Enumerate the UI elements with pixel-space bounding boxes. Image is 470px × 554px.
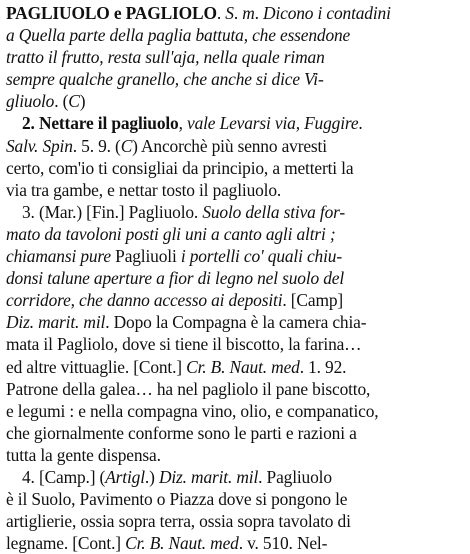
text-run: , xyxy=(178,113,188,134)
text-run: legname. [Cont.] xyxy=(6,533,126,554)
italic-text: C xyxy=(68,91,80,112)
italic-text: S xyxy=(225,3,234,23)
text-run: . xyxy=(216,3,226,23)
text-run: Pagliuoli xyxy=(115,246,181,267)
italic-text: Diz. marit. mil xyxy=(6,312,106,333)
text-run: tutta la gente dispensa. xyxy=(6,444,161,465)
text-line xyxy=(6,179,464,201)
text-line xyxy=(6,488,464,510)
text-run: è il Suolo, Pavimento o Piazza dove si pongono le xyxy=(6,489,348,510)
text-run: . xyxy=(254,3,264,23)
text-run: . 5. 9. ( xyxy=(72,135,121,156)
text-run: . v. 510. Nel- xyxy=(238,533,328,554)
italic-text: vale Levarsi via, Fuggire xyxy=(187,113,359,134)
text-line xyxy=(6,135,464,157)
italic-text: Suolo della stiva for- xyxy=(202,201,346,222)
text-run: . Pagliuolo xyxy=(258,466,332,487)
text-line xyxy=(6,422,464,444)
text-run: . xyxy=(233,3,243,23)
text-run: ed altre vittuaglie. [Cont.] xyxy=(6,356,187,377)
text-line xyxy=(6,378,464,400)
text-line xyxy=(6,24,464,46)
text-line xyxy=(6,311,464,333)
text-run: artiglierie, ossia sopra terra, ossia sopra tavolato di xyxy=(6,511,351,532)
italic-text: mato da tavoloni posti gli uni a canto agli altri ; xyxy=(6,223,336,244)
italic-text: Cr. B. Naut. med xyxy=(125,533,239,554)
text-line xyxy=(6,333,464,355)
italic-text: Diz. marit. mil xyxy=(158,466,259,487)
text-run: e legumi : e nella compagna vino, olio, e companatico, xyxy=(6,400,379,421)
text-line xyxy=(6,2,464,24)
text-run: 3. (Mar.) [Fin.] Pagliuolo. xyxy=(22,201,203,222)
text-run: . xyxy=(358,113,363,134)
text-line xyxy=(6,157,464,179)
text-line xyxy=(6,245,464,267)
text-line xyxy=(6,289,464,311)
italic-text: Cr. B. Naut. med xyxy=(186,356,300,377)
italic-text: donsi talune aperture a fior di legno nel suolo del xyxy=(6,268,345,289)
text-line xyxy=(6,400,464,422)
text-run: . Dopo la Compagna è la camera chia- xyxy=(105,312,367,333)
text-run: . ( xyxy=(54,91,69,112)
text-run: Patrone della galea… ha nel pagliolo il pane biscotto, xyxy=(6,378,371,399)
italic-text: i portelli co' quali chiu- xyxy=(180,246,342,267)
text-run: ) Ancorchè più senno avresti xyxy=(132,135,327,156)
italic-text: Salv. Spin xyxy=(6,135,73,156)
italic-text: Artigl xyxy=(105,466,145,487)
italic-text: chiamansi pure xyxy=(6,246,116,267)
text-run: via tra gambe, e nettar tosto il pagliuolo. xyxy=(6,179,282,200)
text-line xyxy=(6,90,464,112)
text-line xyxy=(6,267,464,289)
text-run: certo, com'io ti consigliai da principio, a metterti la xyxy=(6,157,354,178)
text-line xyxy=(6,201,464,223)
italic-text: tratto il frutto, resta sull'aja, nella quale riman xyxy=(6,47,325,68)
text-run: . [Camp] xyxy=(282,290,344,311)
text-line xyxy=(6,46,464,68)
italic-text: corridore, che danno accesso ai depositi xyxy=(6,290,283,311)
italic-text: a Quella parte della paglia battuta, che essendone xyxy=(6,25,351,46)
entry-text xyxy=(6,2,464,554)
text-run: . 1. 92. xyxy=(299,356,347,377)
text-run: che giornalmente conforme sono le parti e razioni a xyxy=(6,422,357,443)
bold-text: 2. Nettare il pagliuolo xyxy=(22,113,179,134)
text-run: .) xyxy=(144,466,159,487)
bold-text: PAGLIUOLO e PAGLIOLO xyxy=(6,3,217,23)
italic-text: sempre qualche granello, che anche si dice Vi- xyxy=(6,69,324,90)
text-line xyxy=(6,112,464,134)
text-line xyxy=(6,68,464,90)
italic-text: Dicono i contadini xyxy=(263,3,391,23)
text-run: mata il Pagliolo, dove si tiene il biscotto, la farina… xyxy=(6,334,362,355)
italic-text: m xyxy=(242,3,255,23)
italic-text: C xyxy=(120,135,133,156)
text-line xyxy=(6,223,464,245)
text-run: 4. [Camp.] ( xyxy=(22,466,106,487)
text-line xyxy=(6,356,464,378)
text-line xyxy=(6,510,464,532)
text-line xyxy=(6,444,464,466)
text-line xyxy=(6,466,464,488)
text-run: ) xyxy=(79,91,86,112)
italic-text: gliuolo xyxy=(6,91,55,112)
